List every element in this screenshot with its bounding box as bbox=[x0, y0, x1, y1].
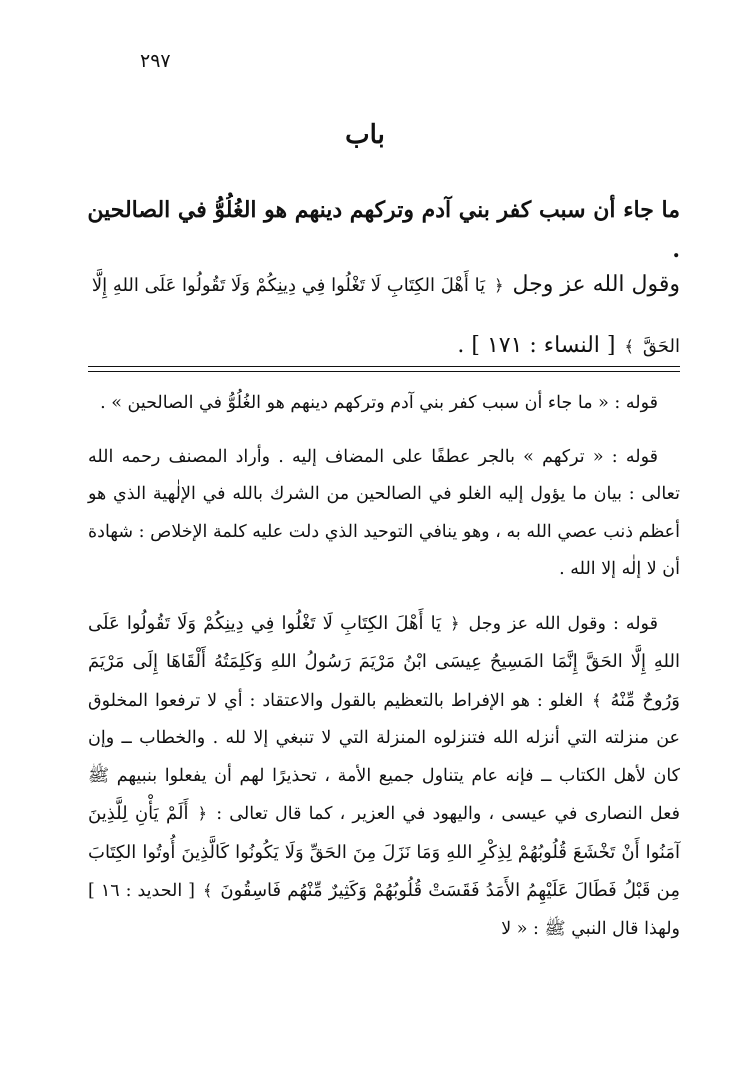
commentary bbox=[88, 385, 680, 948]
page-number: ٢٩٧ bbox=[140, 50, 171, 72]
p3-verse: يَا أَهْلَ الكِتَابِ لَا تَغْلُوا فِي دِينِكُمْ وَلَا تَقُولُوا عَلَى اللهِ إِلَّا الحَقَّ إِنَّمَا المَسِيحُ عِيسَى ابْنُ مَرْيَمَ رَسُولُ اللهِ وَكَلِمَتُهُ أَلْقَاهَا إِلَى مَرْيَمَ وَرُوحٌ مِّنْهُ bbox=[88, 612, 680, 711]
verse-close-ornament: ﴾ bbox=[592, 690, 602, 710]
verse-open-ornament: ﴿ bbox=[494, 276, 504, 295]
chapter-title: باب bbox=[345, 120, 385, 150]
verse-close-ornament: ﴾ bbox=[624, 337, 634, 356]
divider-rule-bottom bbox=[88, 371, 680, 372]
divider-rule-top bbox=[88, 366, 680, 367]
main-intro: وقول الله عز وجل bbox=[512, 272, 680, 297]
commentary-paragraph-3 bbox=[88, 605, 680, 949]
p3-verse-2: أَلَمْ يَأْنِ لِلَّذِينَ آمَنُوا أَنْ تَخْشَعَ قُلُوبُهُمْ لِذِكْرِ اللهِ وَمَا نَزَلَ مِنَ الحَقِّ وَلَا يَكُونُوا كَالَّذِينَ أُوتُوا الكِتَابَ مِن قَبْلُ فَطَالَ عَلَيْهِمُ الأَمَدُ فَقَسَتْ قُلُوبُهُمْ وَكَثِيرٌ مِّنْهُم فَاسِقُونَ bbox=[88, 803, 681, 901]
p3-intro: قوله : وقول الله عز وجل bbox=[468, 613, 658, 634]
verse-close-ornament: ﴾ bbox=[202, 881, 213, 900]
verse-open-ornament: ﴿ bbox=[450, 613, 460, 633]
p3-text-1: الغلو : هو الإفراط بالتعظيم بالقول والاعتقاد : أي لا ترفعوا المخلوق عن منزلته التي أنزله الله فتنزلوه المنزلة التي لا تنبغي إلا لله . والخطاب ــ وإن كان لأهل الكتاب ــ فإنه عام يتناول جميع الأمة ، تحذيرًا لهم أن يفعلوا بنبيهم ﷺ فعل النصارى في عيسى ، واليهود في العزير ، كما قال تعالى : bbox=[88, 690, 680, 824]
verse-open-ornament: ﴿ bbox=[197, 804, 208, 823]
commentary-paragraph-2: قوله : « تركهم » بالجر عطفًا على المضاف إليه . وأراد المصنف رحمه الله تعالى : بيان ما يؤول إليه الغلو في الصالحين من الشرك بالله في الإلٰهية الذي هو أعظم ذنب عصي الله به ، وهو ينافي التوحيد الذي دلت عليه كلمة الإخلاص : شهادة أن لا إلٰه إلا الله . bbox=[88, 446, 680, 579]
main-verse: يَا أَهْلَ الكِتَابِ لَا تَغْلُوا فِي دِينِكُمْ وَلَا تَقُولُوا عَلَى اللهِ إِلَّا الحَقَّ bbox=[91, 275, 680, 357]
chapter-heading: ما جاء أن سبب كفر بني آدم وتركهم دينهم هو الغُلُوُّ في الصالحين . bbox=[87, 197, 680, 263]
main-citation: [ النساء : ١٧١ ] . bbox=[457, 333, 616, 358]
p3-text-2: [ الحديد : ١٦ ] ولهذا قال النبي ﷺ : « لا bbox=[88, 881, 680, 939]
main-verse-block bbox=[80, 255, 680, 377]
commentary-paragraph-1: قوله : « ما جاء أن سبب كفر بني آدم وتركهم دينهم هو الغُلُوُّ في الصالحين » . bbox=[100, 393, 658, 413]
